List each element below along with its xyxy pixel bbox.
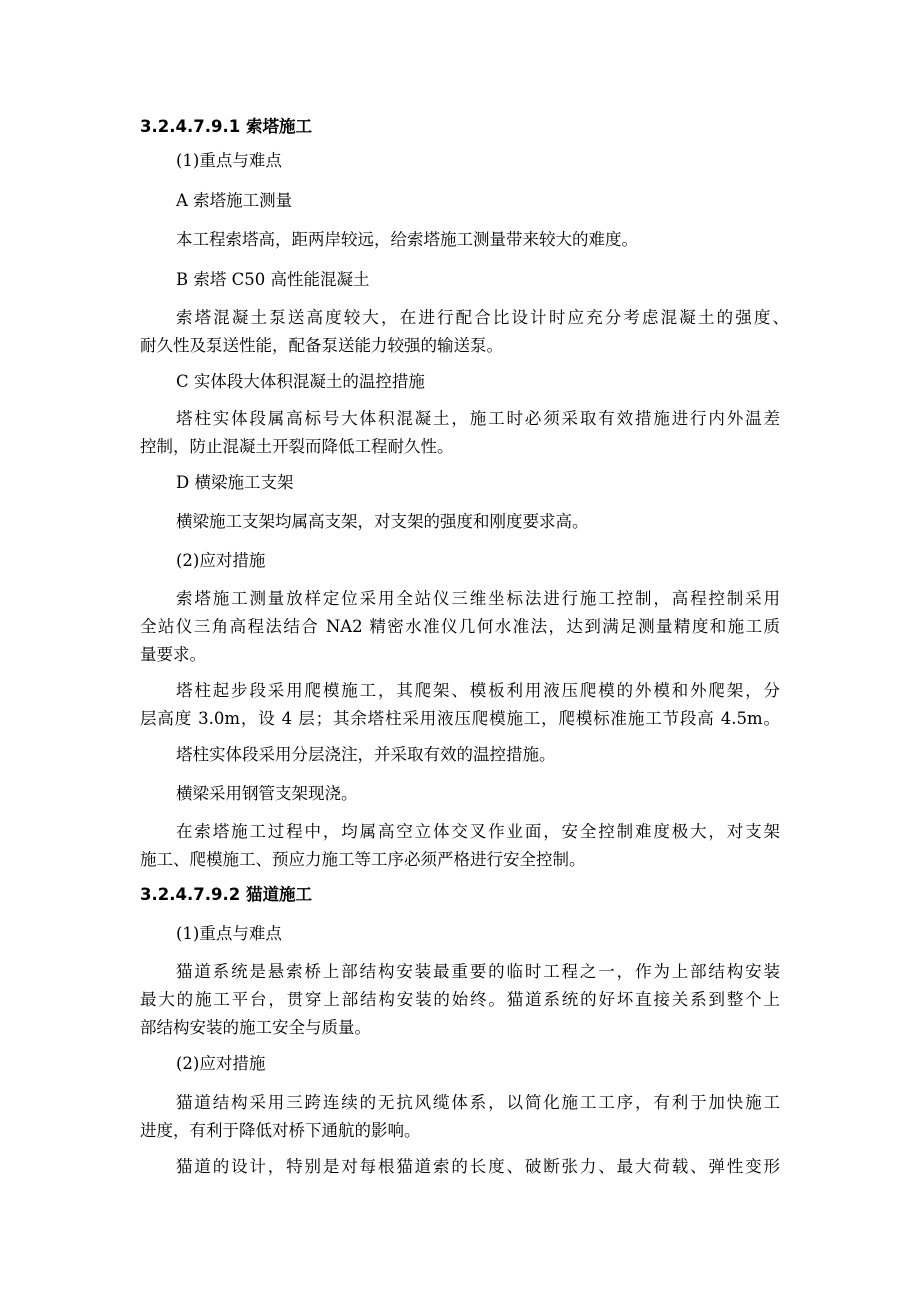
paragraph-line: 全站仪三角高程法结合 NA2 精密水准仪几何水准法，达到满足测量精度和施工质 <box>140 617 780 636</box>
paragraph-line: 索塔施工测量放样定位采用全站仪三维坐标法进行施工控制，高程控制采用 <box>176 589 780 608</box>
paragraph-line: 猫道的设计，特别是对每根猫道索的长度、破断张力、最大荷载、弹性变形 <box>176 1157 780 1176</box>
subheading: B 索塔 C50 高性能混凝土 <box>176 270 370 289</box>
paragraph-line: 猫道结构采用三跨连续的无抗风缆体系，以简化施工工序，有利于加快施工 <box>176 1093 780 1112</box>
paragraph-line: 最大的施工平台，贯穿上部结构安装的始终。猫道系统的好坏直接关系到整个上 <box>140 990 780 1009</box>
paragraph-line: 塔柱实体段属高标号大体积混凝土，施工时必须采取有效措施进行内外温差 <box>176 409 780 428</box>
paragraph-line: 塔柱实体段采用分层浇注，并采取有效的温控措施。 <box>176 745 556 764</box>
paragraph-line: 耐久性及泵送性能，配备泵送能力较强的输送泵。 <box>140 336 503 355</box>
paragraph-line: 控制，防止混凝土开裂而降低工程耐久性。 <box>140 437 454 456</box>
subheading: D 横梁施工支架 <box>176 473 294 492</box>
paragraph-line: 索塔混凝土泵送高度较大，在进行配合比设计时应充分考虑混凝土的强度、 <box>176 308 789 327</box>
subheading: A 索塔施工测量 <box>176 191 293 210</box>
subheading: C 实体段大体积混凝土的温控措施 <box>176 372 425 391</box>
paragraph-line: 横梁采用钢管支架现浇。 <box>176 784 358 803</box>
paragraph-line: 施工、爬模施工、预应力施工等工序必须严格进行安全控制。 <box>140 850 586 869</box>
paragraph-line: 塔柱起步段采用爬模施工，其爬架、模板利用液压爬模的外模和外爬架，分 <box>176 681 780 700</box>
paragraph-line: 进度，有利于降低对桥下通航的影响。 <box>140 1121 421 1140</box>
paragraph-line: 横梁施工支架均属高支架，对支架的强度和刚度要求高。 <box>176 512 589 531</box>
subheading: (1)重点与难点 <box>176 924 282 943</box>
subheading: (2)应对措施 <box>176 551 266 570</box>
subheading: (1)重点与难点 <box>176 151 282 170</box>
paragraph-line: 本工程索塔高，距两岸较远，给索塔施工测量带来较大的难度。 <box>176 230 638 249</box>
section-heading: 3.2.4.7.9.1 索塔施工 <box>140 117 312 136</box>
paragraph-line: 部结构安装的施工安全与质量。 <box>140 1018 371 1037</box>
subheading: (2)应对措施 <box>176 1054 266 1073</box>
section-heading: 3.2.4.7.9.2 猫道施工 <box>140 885 312 904</box>
paragraph-line: 量要求。 <box>140 645 206 664</box>
paragraph-line: 猫道系统是悬索桥上部结构安装最重要的临时工程之一，作为上部结构安装 <box>176 962 780 981</box>
paragraph-line: 层高度 3.0m，设 4 层；其余塔柱采用液压爬模施工，爬模标准施工节段高 4.5m。 <box>140 709 780 728</box>
paragraph-line: 在索塔施工过程中，均属高空立体交叉作业面，安全控制难度极大，对支架 <box>176 822 780 841</box>
